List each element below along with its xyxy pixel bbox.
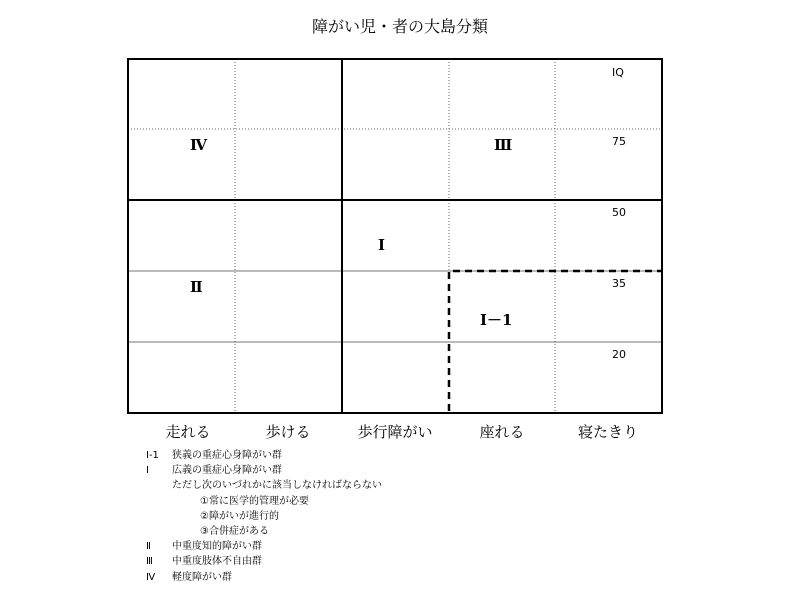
- column-label-bedridden: 寝たきり: [577, 423, 638, 441]
- column-label-walk: 歩ける: [265, 423, 311, 441]
- region-ii-label: Ⅱ: [190, 278, 203, 296]
- legend-item: [146, 539, 382, 554]
- iq-label-35: 35: [612, 277, 626, 290]
- iq-label-75: 75: [612, 135, 626, 148]
- column-label-run: 走れる: [165, 423, 211, 441]
- legend: [146, 448, 382, 585]
- region-i-label: Ⅰ: [378, 236, 386, 254]
- iq-label-20: 20: [612, 348, 626, 361]
- legend-item: [146, 448, 382, 463]
- diagram-title: 障がい児・者の大島分類: [311, 17, 488, 36]
- legend-text: ただし次のいづれかに該当しなければならない: [172, 480, 382, 492]
- legend-note: [146, 478, 382, 493]
- legend-condition: [146, 524, 382, 539]
- iq-label-header: IQ: [612, 66, 624, 79]
- region-i1-label: Ⅰ－1: [480, 311, 513, 329]
- legend-text: ①常に医学的管理が必要: [200, 495, 309, 507]
- column-label-sit: 座れる: [479, 423, 525, 441]
- legend-code: Ⅱ: [146, 541, 151, 553]
- legend-item: [146, 463, 382, 478]
- legend-item: [146, 570, 382, 585]
- legend-text: 中重度肢体不自由群: [172, 556, 262, 568]
- legend-condition: [146, 494, 382, 509]
- legend-text: 軽度障がい群: [172, 571, 232, 583]
- legend-text: 中重度知的障がい群: [172, 541, 262, 553]
- legend-text: ②障がいが進行的: [200, 510, 279, 522]
- legend-condition: [146, 509, 382, 524]
- legend-code: Ⅲ: [146, 556, 153, 568]
- legend-code: Ⅳ: [146, 571, 156, 583]
- legend-text: 狭義の重症心身障がい群: [172, 450, 282, 461]
- legend-code: Ⅰ-1: [146, 450, 159, 461]
- legend-item: [146, 554, 382, 569]
- iq-label-50: 50: [612, 206, 626, 219]
- column-label-walk-impaired: 歩行障がい: [357, 423, 433, 441]
- legend-text: ③合併症がある: [200, 525, 269, 537]
- region-iii-label: Ⅲ: [494, 136, 513, 154]
- region-iv-label: Ⅳ: [190, 136, 208, 154]
- legend-code: Ⅰ: [146, 465, 149, 477]
- legend-text: 広義の重症心身障がい群: [172, 465, 282, 477]
- grid-border: [128, 59, 662, 413]
